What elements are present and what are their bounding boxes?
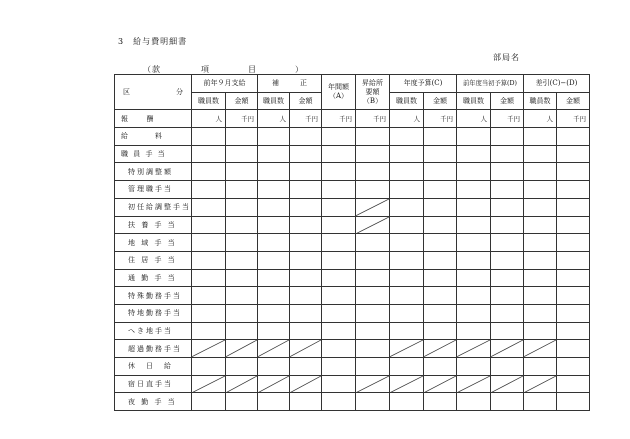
table-row	[115, 358, 590, 376]
table-cell[interactable]	[258, 198, 290, 216]
table-cell[interactable]	[322, 251, 356, 269]
table-cell[interactable]	[322, 234, 356, 252]
table-cell[interactable]	[356, 322, 390, 340]
table-cell[interactable]	[557, 216, 590, 234]
table-cell[interactable]	[457, 304, 491, 322]
table-cell[interactable]	[457, 358, 491, 376]
table-cell[interactable]	[258, 251, 290, 269]
table-cell[interactable]	[356, 251, 390, 269]
table-cell[interactable]	[524, 269, 557, 287]
table-cell[interactable]	[290, 304, 322, 322]
table-cell[interactable]	[390, 304, 424, 322]
table-cell[interactable]	[290, 322, 322, 340]
table-cell[interactable]	[491, 358, 524, 376]
row-label: 通 勤 手 当	[115, 269, 192, 287]
table-cell[interactable]	[356, 234, 390, 252]
diagonal-strike-line	[356, 217, 389, 234]
row-label: 給 料	[115, 128, 192, 146]
table-cell[interactable]	[226, 163, 258, 181]
unit-thousand-yen: 千円	[290, 110, 322, 128]
table-cell[interactable]	[192, 181, 226, 199]
diagonal-strike-line	[290, 340, 321, 357]
row-label-remuneration: 報 酬	[115, 110, 192, 128]
diagonal-strike-line	[424, 376, 456, 393]
table-cell[interactable]	[557, 375, 590, 393]
table-cell[interactable]	[192, 269, 226, 287]
table-cell[interactable]	[390, 198, 424, 216]
diagonal-strike-line	[524, 340, 556, 357]
diagonal-strike-line	[457, 376, 490, 393]
table-cell[interactable]	[322, 375, 356, 393]
table-cell[interactable]	[290, 198, 322, 216]
table-cell[interactable]	[491, 234, 524, 252]
table-cell[interactable]	[557, 163, 590, 181]
table-cell[interactable]	[390, 145, 424, 163]
table-cell[interactable]	[390, 358, 424, 376]
amount-header: 金額	[557, 92, 590, 110]
raise-requirement-header: 昇給所 要額 （B）	[356, 75, 390, 110]
table-cell[interactable]	[226, 198, 258, 216]
unit-thousand-yen: 千円	[491, 110, 524, 128]
row-label: へき地手当	[115, 322, 192, 340]
row-label: 職 員 手 当	[115, 145, 192, 163]
table-cell[interactable]	[258, 304, 290, 322]
staff-count-header: 職員数	[258, 92, 290, 110]
amount-header: 金額	[290, 92, 322, 110]
table-cell[interactable]	[491, 393, 524, 411]
table-cell[interactable]	[226, 128, 258, 146]
table-cell[interactable]	[424, 163, 457, 181]
table-cell[interactable]	[424, 198, 457, 216]
table-cell[interactable]	[258, 128, 290, 146]
table-cell[interactable]	[424, 322, 457, 340]
table-cell[interactable]	[390, 322, 424, 340]
struck-cell	[424, 340, 457, 358]
table-cell[interactable]	[356, 181, 390, 199]
table-cell[interactable]	[290, 251, 322, 269]
table-cell[interactable]	[491, 145, 524, 163]
table-cell[interactable]	[322, 163, 356, 181]
amount-header: 金額	[226, 92, 258, 110]
table-cell[interactable]	[258, 181, 290, 199]
struck-cell	[457, 340, 491, 358]
struck-cell	[390, 375, 424, 393]
kou-label-2: 項	[201, 65, 210, 74]
table-cell[interactable]	[524, 251, 557, 269]
table-cell[interactable]	[424, 269, 457, 287]
staff-count-header: 職員数	[457, 92, 491, 110]
struck-cell	[290, 375, 322, 393]
diagonal-strike-line	[258, 376, 289, 393]
table-cell[interactable]	[226, 145, 258, 163]
amount-header: 金額	[491, 92, 524, 110]
table-cell[interactable]	[322, 128, 356, 146]
row-label: 休 日 給	[115, 358, 192, 376]
diagonal-strike-line	[226, 340, 257, 357]
table-row	[115, 163, 590, 181]
struck-cell	[491, 340, 524, 358]
table-row	[115, 269, 590, 287]
table-row	[115, 234, 590, 252]
diagonal-strike-line	[356, 199, 389, 216]
table-cell[interactable]	[524, 234, 557, 252]
table-cell[interactable]	[226, 181, 258, 199]
table-cell[interactable]	[258, 393, 290, 411]
table-cell[interactable]	[424, 251, 457, 269]
table-cell[interactable]	[457, 163, 491, 181]
table-cell[interactable]	[322, 181, 356, 199]
table-cell[interactable]	[356, 163, 390, 181]
struck-cell	[424, 375, 457, 393]
table-cell[interactable]	[226, 393, 258, 411]
row-label: 初任給調整手当	[115, 198, 192, 216]
table-cell[interactable]	[491, 198, 524, 216]
row-label: 特別調整額	[115, 163, 192, 181]
unit-person: 人	[390, 110, 424, 128]
table-cell[interactable]	[192, 163, 226, 181]
table-cell[interactable]	[457, 269, 491, 287]
row-label: 住 居 手 当	[115, 251, 192, 269]
table-cell[interactable]	[356, 287, 390, 305]
table-cell[interactable]	[226, 269, 258, 287]
table-cell[interactable]	[557, 322, 590, 340]
struck-cell	[457, 375, 491, 393]
table-cell[interactable]	[424, 181, 457, 199]
table-cell[interactable]	[290, 181, 322, 199]
table-cell[interactable]	[192, 128, 226, 146]
table-cell[interactable]	[322, 393, 356, 411]
table-row	[115, 181, 590, 199]
table-cell[interactable]	[491, 304, 524, 322]
struck-cell	[491, 375, 524, 393]
supplementary-header: 補 正	[258, 75, 322, 93]
table-cell[interactable]	[258, 287, 290, 305]
row-label: 管理職手当	[115, 181, 192, 199]
diagonal-strike-line	[290, 376, 321, 393]
diagonal-strike-line	[226, 376, 257, 393]
table-cell[interactable]	[557, 358, 590, 376]
table-cell[interactable]	[457, 198, 491, 216]
table-cell[interactable]	[524, 304, 557, 322]
struck-cell	[356, 216, 390, 234]
table-cell[interactable]	[322, 145, 356, 163]
table-cell[interactable]	[192, 287, 226, 305]
table-row	[115, 128, 590, 146]
unit-thousand-yen: 千円	[356, 110, 390, 128]
table-cell[interactable]	[226, 287, 258, 305]
table-row	[115, 304, 590, 322]
table-cell[interactable]	[457, 181, 491, 199]
table-cell[interactable]	[390, 163, 424, 181]
struck-cell	[356, 198, 390, 216]
diagonal-strike-line	[524, 376, 556, 393]
table-cell[interactable]	[491, 163, 524, 181]
table-cell[interactable]	[557, 304, 590, 322]
kou-label: （款	[143, 65, 161, 74]
row-label: 宿日直手当	[115, 375, 192, 393]
struck-cell	[192, 340, 226, 358]
table-cell[interactable]	[491, 181, 524, 199]
table-cell[interactable]	[424, 358, 457, 376]
table-cell[interactable]	[457, 322, 491, 340]
table-cell[interactable]	[226, 304, 258, 322]
table-cell[interactable]	[258, 234, 290, 252]
table-row	[115, 198, 590, 216]
table-cell[interactable]	[557, 181, 590, 199]
table-cell[interactable]	[557, 128, 590, 146]
table-cell[interactable]	[290, 234, 322, 252]
table-cell[interactable]	[192, 234, 226, 252]
annual-amount-header: 年間額 （A）	[322, 75, 356, 110]
table-cell[interactable]	[390, 269, 424, 287]
table-row	[115, 145, 590, 163]
row-label: 特地勤務手当	[115, 304, 192, 322]
struck-cell	[524, 340, 557, 358]
kou-label-close: ）	[295, 65, 304, 74]
table-cell[interactable]	[390, 251, 424, 269]
difference-header: 差引(C)−(D)	[524, 75, 590, 93]
table-cell[interactable]	[424, 128, 457, 146]
table-cell[interactable]	[457, 128, 491, 146]
unit-thousand-yen: 千円	[226, 110, 258, 128]
table-cell[interactable]	[192, 322, 226, 340]
diagonal-strike-line	[356, 376, 389, 393]
table-cell[interactable]	[491, 216, 524, 234]
struck-cell	[258, 375, 290, 393]
table-row	[115, 375, 590, 393]
diagonal-strike-line	[390, 376, 423, 393]
fiscal-budget-header: 年度予算(C)	[390, 75, 457, 93]
struck-cell	[356, 375, 390, 393]
row-label: 扶 養 手 当	[115, 216, 192, 234]
kou-label-3: 目	[248, 65, 257, 74]
diagonal-strike-line	[424, 340, 456, 357]
table-cell[interactable]	[457, 234, 491, 252]
table-cell[interactable]	[356, 128, 390, 146]
struck-cell	[258, 340, 290, 358]
table-cell[interactable]	[390, 393, 424, 411]
table-cell[interactable]	[356, 269, 390, 287]
table-cell[interactable]	[192, 304, 226, 322]
table-cell[interactable]	[457, 216, 491, 234]
table-cell[interactable]	[226, 216, 258, 234]
table-cell[interactable]	[192, 216, 226, 234]
table-cell[interactable]	[491, 269, 524, 287]
table-cell[interactable]	[491, 128, 524, 146]
table-cell[interactable]	[491, 287, 524, 305]
table-cell[interactable]	[322, 269, 356, 287]
struck-cell	[390, 340, 424, 358]
table-row	[115, 393, 590, 411]
row-label: 夜 勤 手 当	[115, 393, 192, 411]
table-cell[interactable]	[557, 251, 590, 269]
struck-cell	[192, 375, 226, 393]
table-cell[interactable]	[557, 393, 590, 411]
table-cell[interactable]	[226, 251, 258, 269]
diagonal-strike-line	[491, 376, 523, 393]
table-cell[interactable]	[290, 128, 322, 146]
amount-header: 金額	[424, 92, 457, 110]
table-cell[interactable]	[356, 393, 390, 411]
table-cell[interactable]	[524, 393, 557, 411]
table-cell[interactable]	[524, 358, 557, 376]
unit-person: 人	[192, 110, 226, 128]
table-cell[interactable]	[524, 145, 557, 163]
table-cell[interactable]	[322, 340, 356, 358]
table-cell[interactable]	[192, 358, 226, 376]
diagonal-strike-line	[192, 376, 225, 393]
diagonal-strike-line	[491, 340, 523, 357]
kubun-header: 区 分	[115, 75, 192, 110]
unit-thousand-yen: 千円	[424, 110, 457, 128]
table-cell[interactable]	[424, 216, 457, 234]
table-cell[interactable]	[258, 358, 290, 376]
table-cell[interactable]	[457, 287, 491, 305]
table-row	[115, 340, 590, 358]
unit-person: 人	[524, 110, 557, 128]
table-cell[interactable]	[424, 393, 457, 411]
table-cell[interactable]	[457, 251, 491, 269]
struck-cell	[226, 340, 258, 358]
table-cell[interactable]	[258, 163, 290, 181]
struck-cell	[524, 375, 557, 393]
table-cell[interactable]	[390, 181, 424, 199]
department-label: 部局名	[493, 53, 520, 62]
table-cell[interactable]	[290, 393, 322, 411]
table-cell[interactable]	[290, 216, 322, 234]
table-row	[115, 322, 590, 340]
table-cell[interactable]	[290, 145, 322, 163]
diagonal-strike-line	[192, 340, 225, 357]
table-cell[interactable]	[557, 198, 590, 216]
table-cell[interactable]	[524, 216, 557, 234]
table-cell[interactable]	[557, 234, 590, 252]
salary-detail-table	[114, 74, 590, 411]
table-cell[interactable]	[390, 128, 424, 146]
table-cell[interactable]	[258, 216, 290, 234]
table-cell[interactable]	[356, 304, 390, 322]
table-cell[interactable]	[226, 322, 258, 340]
table-cell[interactable]	[390, 234, 424, 252]
struck-cell	[290, 340, 322, 358]
table-cell[interactable]	[322, 322, 356, 340]
unit-thousand-yen: 千円	[557, 110, 590, 128]
table-cell[interactable]	[524, 322, 557, 340]
table-cell[interactable]	[258, 145, 290, 163]
table-cell[interactable]	[524, 163, 557, 181]
table-cell[interactable]	[524, 287, 557, 305]
table-cell[interactable]	[322, 358, 356, 376]
unit-person: 人	[457, 110, 491, 128]
table-cell[interactable]	[424, 287, 457, 305]
table-cell[interactable]	[390, 216, 424, 234]
document-title: 3 給与費明細書	[118, 37, 188, 46]
diagonal-strike-line	[457, 340, 490, 357]
table-cell[interactable]	[491, 251, 524, 269]
prev-initial-budget-header: 前年度当初予算(D)	[457, 75, 524, 93]
staff-count-header: 職員数	[524, 92, 557, 110]
diagonal-strike-line	[258, 340, 289, 357]
staff-count-header: 職員数	[192, 92, 226, 110]
table-cell[interactable]	[557, 145, 590, 163]
table-cell[interactable]	[258, 269, 290, 287]
table-cell[interactable]	[290, 287, 322, 305]
staff-count-header: 職員数	[390, 92, 424, 110]
table-cell[interactable]	[226, 358, 258, 376]
unit-person: 人	[258, 110, 290, 128]
table-cell[interactable]	[524, 181, 557, 199]
table-cell[interactable]	[457, 393, 491, 411]
table-cell[interactable]	[356, 358, 390, 376]
table-cell[interactable]	[322, 216, 356, 234]
table-cell[interactable]	[524, 198, 557, 216]
table-cell[interactable]	[424, 145, 457, 163]
table-cell[interactable]	[390, 287, 424, 305]
table-cell[interactable]	[322, 304, 356, 322]
table-cell[interactable]	[290, 269, 322, 287]
table-cell[interactable]	[192, 251, 226, 269]
table-cell[interactable]	[491, 322, 524, 340]
table-cell[interactable]	[290, 163, 322, 181]
table-cell[interactable]	[424, 234, 457, 252]
table-cell[interactable]	[457, 145, 491, 163]
table-cell[interactable]	[226, 234, 258, 252]
table-cell[interactable]	[557, 287, 590, 305]
row-label: 超過勤務手当	[115, 340, 192, 358]
table-cell[interactable]	[258, 322, 290, 340]
table-cell[interactable]	[356, 145, 390, 163]
table-row	[115, 216, 590, 234]
table-cell[interactable]	[557, 340, 590, 358]
diagonal-strike-line	[390, 340, 423, 357]
table-cell[interactable]	[356, 340, 390, 358]
table-cell[interactable]	[424, 304, 457, 322]
table-cell[interactable]	[322, 198, 356, 216]
table-cell[interactable]	[557, 269, 590, 287]
table-cell[interactable]	[192, 145, 226, 163]
struck-cell	[226, 375, 258, 393]
table-row	[115, 287, 590, 305]
prev-september-header: 前年９月支給	[192, 75, 258, 93]
row-label: 特殊勤務手当	[115, 287, 192, 305]
table-cell[interactable]	[192, 198, 226, 216]
row-label: 地 域 手 当	[115, 234, 192, 252]
table-cell[interactable]	[192, 393, 226, 411]
table-cell[interactable]	[290, 358, 322, 376]
table-cell[interactable]	[322, 287, 356, 305]
table-row	[115, 251, 590, 269]
table-cell[interactable]	[524, 128, 557, 146]
unit-thousand-yen: 千円	[322, 110, 356, 128]
